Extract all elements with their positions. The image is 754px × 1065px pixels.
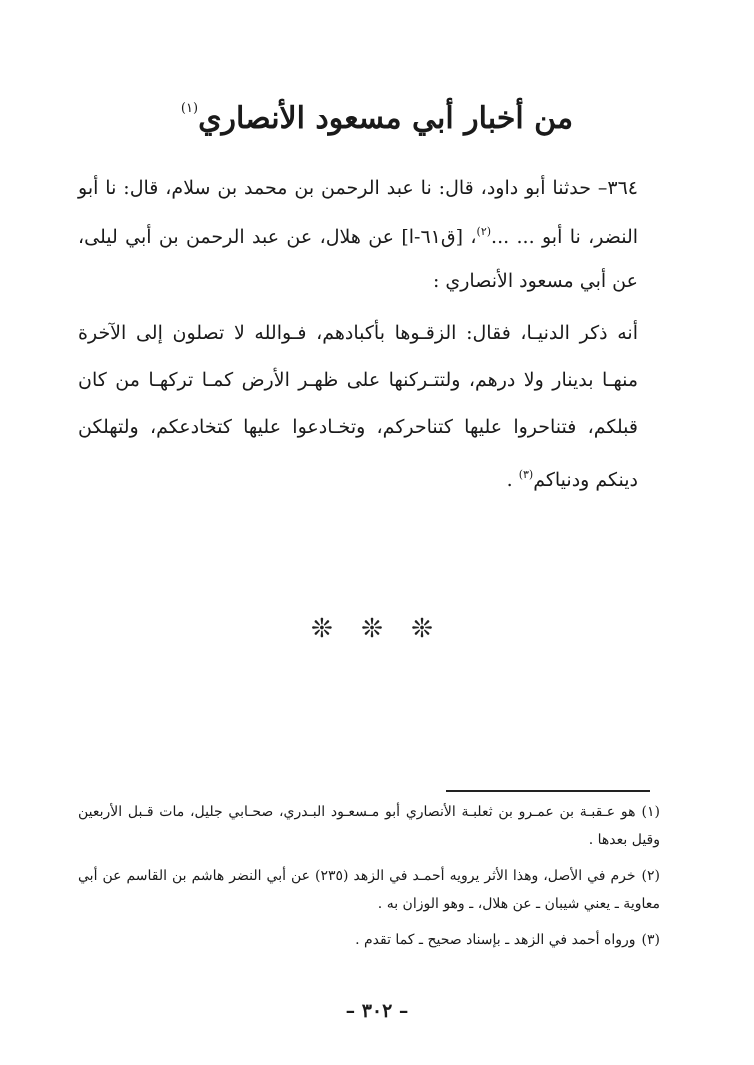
page-title — [0, 82, 754, 146]
page-title-text: من أخبار أبي مسعود الأنصاري — [198, 101, 574, 136]
hadith-isnad — [78, 166, 638, 303]
matn-end: . — [506, 469, 519, 491]
footnote-mark: (٣) — [641, 932, 660, 948]
footnote-text: هو عـقبـة بن عمـرو بن ثعلبـة الأنصاري أبو مـسعـود البـدري، صحـابي جليل، مات قـبل الأربعين وقيل بعدها . — [78, 804, 660, 848]
hadith-number: ٣٦٤ — [607, 177, 638, 199]
footnote-text: خرم في الأصل، وهذا الأثر يرويه أحمـد في الزهد (٢٣٥) عن أبي النضر هاشم بن القاسم عن أبي معاوية ـ يعني شيبان ـ عن هلال، ـ وهو الوزان به . — [78, 868, 660, 912]
footnote-text: ورواه أحمد في الزهد ـ بإسناد صحيح ـ كما تقدم . — [355, 932, 636, 948]
footnote-mark: (٢) — [641, 868, 660, 884]
footnotes-list — [78, 798, 660, 962]
isnad-footnote-ref: (٢) — [476, 225, 492, 238]
footnote-item — [78, 798, 660, 854]
footnote-item — [78, 926, 660, 954]
footnote-item — [78, 862, 660, 918]
section-separator: ❊ ❊ ❊ — [311, 614, 443, 644]
page-number: – ٣٠٢ – — [345, 1000, 409, 1022]
matn-footnote-ref: (٣) — [518, 468, 534, 481]
hadith-matn — [78, 310, 638, 504]
footnote-mark: (١) — [641, 804, 660, 820]
isnad-text-2: ، [ق٦١-ا] عن هلال، عن عبد الرحمن بن أبي ليلى، عن أبي مسعود الأنصاري : — [78, 226, 638, 292]
footnote-rule — [446, 790, 650, 792]
title-footnote-ref: (١) — [180, 101, 199, 116]
isnad-text-1: – حدثنا أبو داود، قال: نا عبد الرحمن بن محمد بن سلام، قال: نا أبو النضر، نا أبو ... ... — [78, 177, 639, 248]
matn-text: أنه ذكر الدنيـا، فقال: الزقـوها بأكبادهم، فـوالله لا تصلون إلى الآخرة منهـا بدينار ولا درهم، ولتتـركنها على ظهـر الأرض كمـا تركهـا من كان قبلكم، فتناحروا عليها كتناحركم، وتخـادعوا عليها كتخادعكم، ولتهلكن دينكم ودنياكم — [78, 322, 638, 491]
